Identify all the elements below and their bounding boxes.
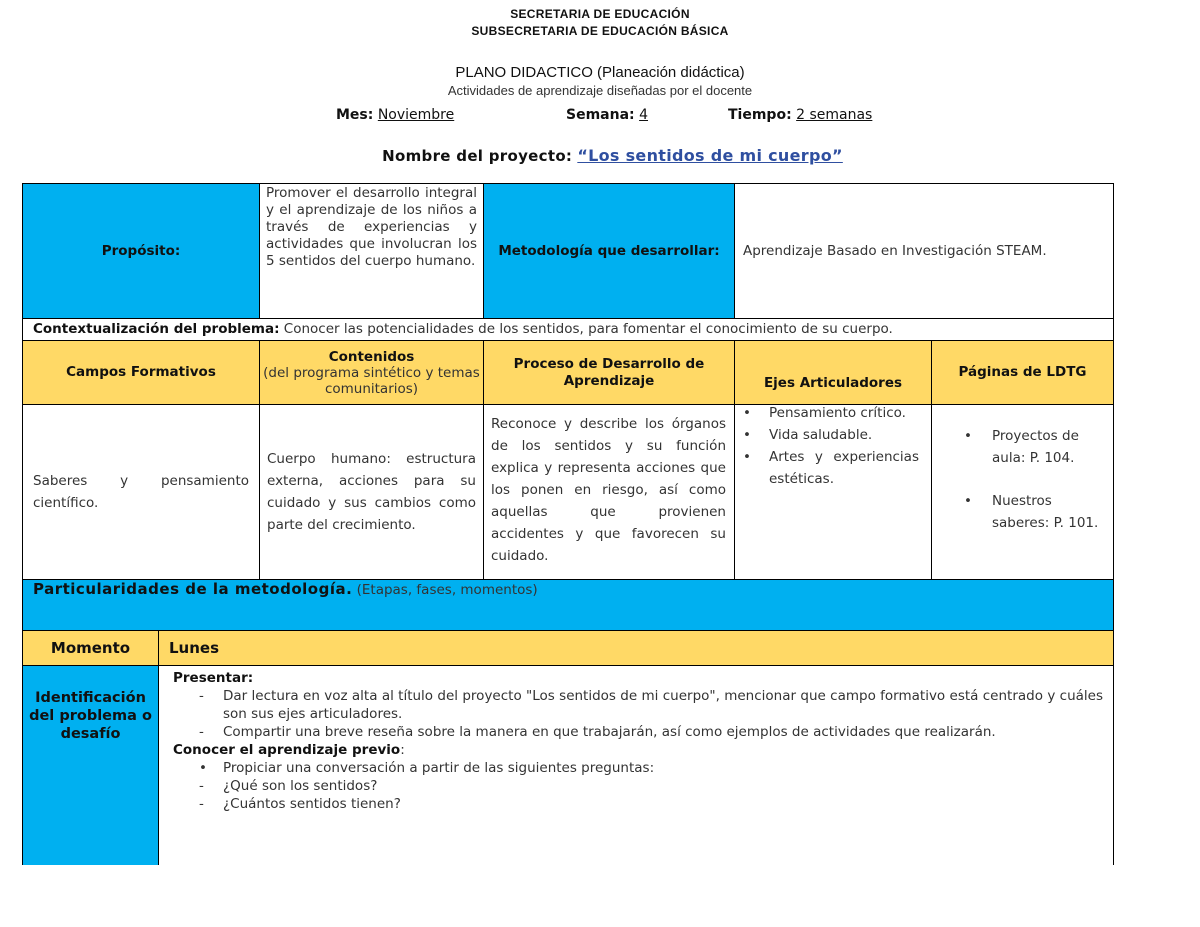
col-contenidos <box>259 340 484 405</box>
col-proceso <box>483 340 735 405</box>
proposito-text: Promover el desarrollo integral y el aprendizaje de los niños a través de experiencias y actividades que involucran los 5 sentidos del cuerpo humano. <box>266 185 477 269</box>
momento-label: Momento <box>50 638 131 657</box>
mes-label: Mes: <box>336 107 374 123</box>
metodologia-label: Metodología que desarrollar: <box>498 242 720 259</box>
paginas-item: • Proyectos de aula: P. 104. <box>964 428 1079 466</box>
contenido-text: Cuerpo humano: estructura externa, acciones para su cuidado y sus cambios como parte del crecimiento. <box>267 451 476 533</box>
document-title: PLANO DIDACTICO (Planeación didáctica) <box>455 64 745 81</box>
conocer-list <box>173 759 1103 813</box>
document-subtitle: Actividades de aprendizaje diseñadas por el docente <box>447 83 753 98</box>
particularidades-label: Particularidades de la metodología. <box>33 580 353 598</box>
campo-text: Saberes y pensamiento científico. <box>33 473 249 511</box>
presentar-item: - Dar lectura en voz alta al título del proyecto "Los sentidos de mi cuerpo", mencionar que campo formativo está centrado y cuáles son sus ejes articuladores. <box>199 688 1103 722</box>
col-campos-label: Campos Formativos <box>66 364 216 380</box>
project-name-line <box>0 146 1200 165</box>
ejes-item: • Pensamiento crítico. <box>743 405 906 421</box>
conocer-heading: Conocer el aprendizaje previo <box>173 742 401 758</box>
col-paginas <box>931 340 1114 405</box>
col-ejes <box>734 340 932 405</box>
project-title: “Los sentidos de mi cuerpo” <box>577 146 843 165</box>
ejes-cell <box>734 404 932 580</box>
campo-cell <box>22 404 260 580</box>
proposito-label: Propósito: <box>101 242 181 259</box>
mes-value: Noviembre <box>377 107 455 123</box>
particularidades-cell <box>22 579 1114 631</box>
tiempo-value: 2 semanas <box>796 107 873 123</box>
conocer-item: - ¿Cuántos sentidos tienen? <box>199 796 401 812</box>
semana-field <box>566 107 648 123</box>
proceso-cell <box>483 404 735 580</box>
conocer-item: • Propiciar una conversación a partir de las siguientes preguntas: <box>199 760 655 776</box>
header-line-1: SECRETARIA DE EDUCACIÓN <box>510 7 690 21</box>
context-label: Contextualización del problema: <box>33 321 280 337</box>
col-contenidos-sub: (del programa sintético y temas comunitarios) <box>263 364 480 397</box>
conocer-heading-line: Conocer el aprendizaje previo: <box>173 742 405 758</box>
col-paginas-label: Páginas de LDTG <box>958 364 1087 380</box>
paginas-item: • Nuestros saberes: P. 101. <box>964 493 1099 531</box>
proceso-text: Reconoce y describe los órganos de los sentidos y su función explica y representa acciones que los ponen en riesgo, así como aquellas que provienen accidentes y que favorecen su cuidado. <box>491 416 726 564</box>
proposito-label-cell <box>22 183 260 319</box>
activities-cell <box>158 665 1114 865</box>
day-header <box>158 630 1114 666</box>
col-campos <box>22 340 260 405</box>
stage-label: Identificación del problema o desafío <box>29 690 152 742</box>
col-proceso-label: Proceso de Desarrollo de Aprendizaje <box>513 355 705 389</box>
presentar-list <box>173 687 1103 741</box>
presentar-heading: Presentar: <box>173 670 254 686</box>
stage-cell <box>22 665 159 865</box>
col-contenidos-title: Contenidos <box>328 348 415 365</box>
paginas-list <box>960 425 1105 534</box>
project-label: Nombre del proyecto: <box>382 147 573 165</box>
metodologia-text: Aprendizaje Basado en Investigación STEAM. <box>743 242 1047 259</box>
contenido-cell <box>259 404 484 580</box>
proposito-text-cell <box>259 183 484 319</box>
metodologia-label-cell <box>483 183 735 319</box>
particularidades-sub: (Etapas, fases, momentos) <box>352 582 538 598</box>
tiempo-field <box>728 107 872 123</box>
col-ejes-label: Ejes Articuladores <box>763 375 903 391</box>
day-label: Lunes <box>169 638 220 657</box>
ejes-list <box>741 404 923 490</box>
presentar-item: - Compartir una breve reseña sobre la manera en que trabajarán, así como ejemplos de actividades que realizarán. <box>199 724 996 740</box>
mes-field <box>336 107 454 123</box>
semana-label: Semana: <box>566 107 635 123</box>
header-line-2: SUBSECRETARIA DE EDUCACIÓN BÁSICA <box>471 24 729 38</box>
conocer-item: - ¿Qué son los sentidos? <box>199 778 378 794</box>
tiempo-label: Tiempo: <box>728 107 792 123</box>
paginas-cell <box>931 404 1114 580</box>
ejes-item: • Vida saludable. <box>743 427 873 443</box>
ejes-item: • Artes y experiencias estéticas. <box>743 449 919 487</box>
context-text: Conocer las potencialidades de los sentidos, para fomentar el conocimiento de su cuerpo. <box>279 321 893 337</box>
metodologia-text-cell <box>734 183 1114 319</box>
context-cell <box>22 318 1114 341</box>
semana-value: 4 <box>639 107 649 123</box>
momento-header <box>22 630 159 666</box>
